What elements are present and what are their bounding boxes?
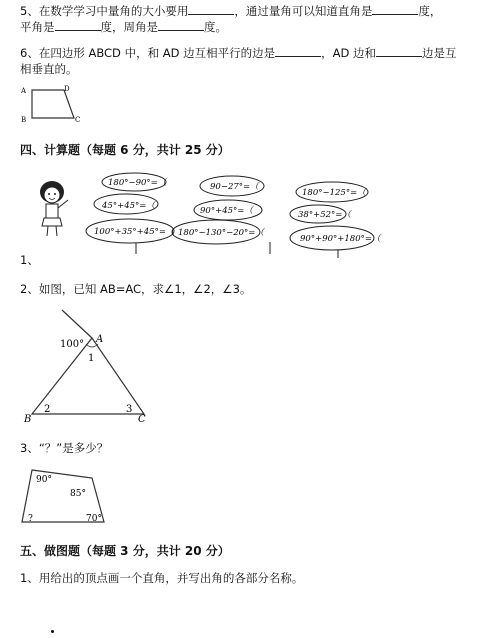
answer-blank[interactable] [372,2,418,15]
vertex-label-d: D [64,85,70,93]
given-vertex-point [51,630,54,633]
extended-line [62,310,92,338]
q5-text-c: 度， [418,4,442,18]
balloon-text: 90°+90°+180°=（ [300,234,381,244]
q6-text-a: 6、在四边形 ABCD 中，和 AD 边互相平行的边是 [20,46,276,60]
balloon-exercise-illustration [32,168,382,260]
question-6-line-1 [20,44,457,61]
item-1-number: 1、 [20,253,39,267]
angle-label-2: 2 [44,404,51,415]
trapezoid-shape [32,90,74,118]
balloon-text: 100°+35°+45°=（ [94,227,175,237]
balloon-text: 90°+45°=（ [200,206,253,216]
question-5-line-2 [20,18,227,35]
balloon-text: 90−27°=（ [210,182,259,192]
balloon-group-1 [86,173,176,254]
item-2-text: 2、如图，已知 AB=AC，求∠1，∠2，∠3。 [20,282,252,296]
angle-label-100: 100° [60,339,85,350]
q5-text-b: ，通过量角可以知道直角是 [234,4,373,18]
balloon-text: 38°+52°=（ [298,210,351,220]
vertex-label-b: B [24,414,32,425]
balloon-group-2 [172,176,270,254]
vertex-label-a: A [96,334,104,345]
question-5-line-1 [20,2,441,19]
triangle-figure [22,310,162,428]
balloon-text: 180°−90°=（ [108,178,167,188]
quadrilateral-figure [18,466,110,528]
angle-label-1: 1 [88,353,95,364]
angle-label-70: 70° [86,514,102,524]
angle-label-unknown: ? [28,514,33,524]
triangle-abc [32,338,144,414]
balloon-text: 180°−125°=（ [302,188,366,198]
balloon-text: 45°+45°=（ [102,201,155,211]
q5-text-f: 度。 [204,20,227,34]
q6-text-b: ，AD 边和 [321,46,376,60]
answer-blank[interactable] [55,18,101,31]
balloon-group-3 [290,182,382,258]
q5-text-a: 5、在数学学习中量角的大小要用 [20,4,189,18]
section-4-heading: 四、计算题（每题 6 分，共计 25 分） [20,143,230,157]
answer-blank[interactable] [275,44,321,57]
angle-label-85: 85° [70,489,86,499]
item-3-text: 3、“？”是多少？ [20,441,109,455]
answer-blank[interactable] [158,18,204,31]
vertex-label-c: C [75,116,81,124]
trapezoid-figure [18,82,88,126]
girl-cartoon-icon [40,181,68,236]
q6-text-c: 边是互 [422,46,457,60]
angle-label-3: 3 [126,404,133,415]
vertex-label-a: A [21,87,27,95]
answer-blank[interactable] [188,2,234,15]
vertex-label-b: B [21,116,27,124]
answer-blank[interactable] [376,44,422,57]
vertex-label-c: C [138,414,146,425]
section-5-heading: 五、做图题（每题 3 分，共计 20 分） [20,544,230,558]
q5-text-e: 度，周角是 [100,20,158,34]
q5-text-d: 平角是 [20,20,55,34]
question-6-line-2: 相垂直的。 [20,62,78,76]
balloon-text: 180°−130°−20°=（ [178,228,264,238]
angle-label-90: 90° [36,475,52,485]
section-5-item-1: 1、用给出的顶点画一个直角，并写出角的各部分名称。 [20,571,304,585]
